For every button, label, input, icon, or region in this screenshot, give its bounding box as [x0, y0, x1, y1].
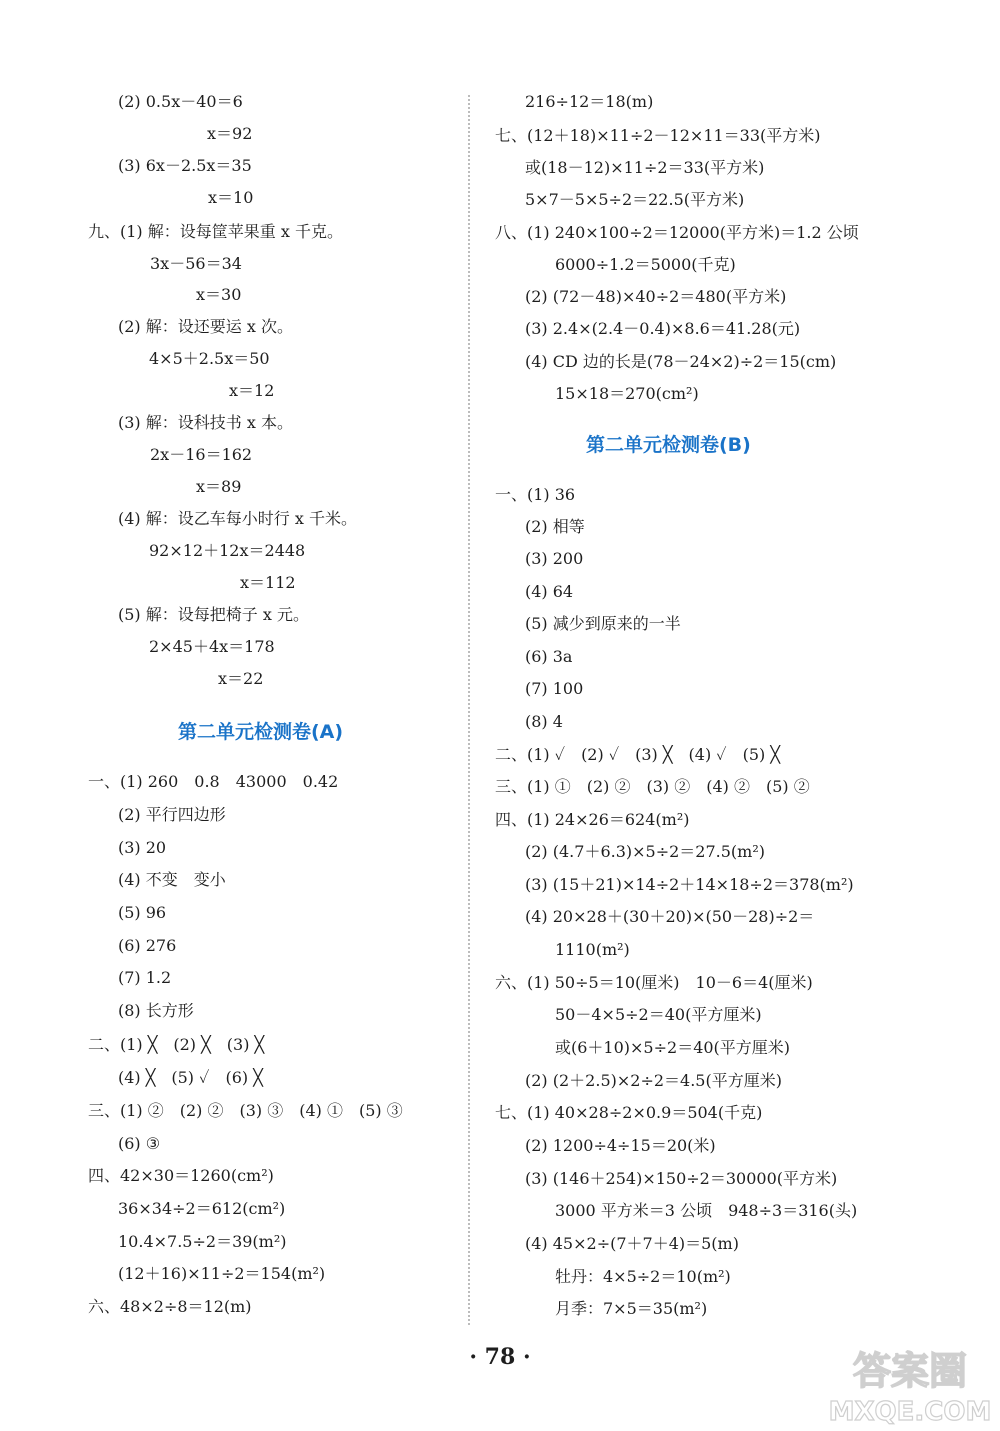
answer-line: 或(6＋10)×5÷2＝40(平方厘米): [555, 1038, 791, 1057]
answer-line: 1110(m²): [555, 940, 630, 959]
column-divider: [468, 95, 470, 1325]
answer-line: 六、48×2÷8＝12(m): [88, 1297, 252, 1316]
answer-line: (12＋16)×11÷2＝154(m²): [118, 1264, 326, 1283]
answer-line: (3) (146＋254)×150÷2＝30000(平方米): [525, 1169, 838, 1188]
answer-line: 15×18＝270(cm²): [555, 384, 699, 403]
answer-line: (2) 0.5x－40＝6: [118, 92, 243, 111]
answer-line: 或(18－12)×11÷2＝33(平方米): [525, 158, 765, 177]
answer-line: 七、(12＋18)×11÷2－12×11＝33(平方米): [495, 126, 821, 145]
answer-line: (2) 1200÷4÷15＝20(米): [525, 1136, 716, 1155]
answer-line: (4) 不变 变小: [118, 870, 226, 889]
answer-line: x＝30: [196, 285, 242, 304]
answer-line: 四、(1) 24×26＝624(m²): [495, 810, 690, 829]
answer-line: 92×12＋12x＝2448: [149, 541, 306, 560]
answer-line: 2×45＋4x＝178: [149, 637, 275, 656]
answer-line: (2) (4.7＋6.3)×5÷2＝27.5(m²): [525, 842, 765, 861]
answer-line: x＝12: [229, 381, 275, 400]
answer-line: 四、42×30＝1260(cm²): [88, 1166, 274, 1185]
watermark-logo: [825, 1340, 995, 1428]
answer-line: (5) 解：设每把椅子 x 元。: [118, 605, 309, 624]
section-title-b: 第二单元检测卷(B): [586, 434, 751, 456]
answer-line: (3) 6x－2.5x＝35: [118, 156, 252, 175]
answer-line: 六、(1) 50÷5＝10(厘米) 10－6＝4(厘米): [495, 973, 813, 992]
answer-line: (6) 3a: [525, 647, 573, 666]
answer-line: 36×34÷2＝612(cm²): [118, 1199, 286, 1218]
answer-line: (4) 64: [525, 582, 574, 601]
answer-line: (3) 2.4×(2.4－0.4)×8.6＝41.28(元): [525, 319, 801, 338]
answer-line: (4) 解：设乙车每小时行 x 千米。: [118, 509, 357, 528]
answer-line: 3000 平方米＝3 公顷 948÷3＝316(头): [555, 1201, 858, 1220]
answer-line: (2) 平行四边形: [118, 805, 226, 824]
answer-line: x＝10: [208, 188, 254, 207]
answer-line: 5×7－5×5÷2＝22.5(平方米): [525, 190, 745, 209]
answer-line: 三、(1) ② (2) ② (3) ③ (4) ① (5) ③: [88, 1101, 403, 1120]
answer-line: (2) (72－48)×40÷2＝480(平方米): [525, 287, 787, 306]
answer-line: (6) 276: [118, 936, 177, 955]
answer-line: 3x－56＝34: [150, 254, 242, 273]
answer-line: 一、(1) 260 0.8 43000 0.42: [88, 772, 339, 791]
answer-line: (7) 1.2: [118, 968, 172, 987]
section-title-a: 第二单元检测卷(A): [178, 721, 344, 743]
answer-line: 三、(1) ① (2) ② (3) ② (4) ② (5) ②: [495, 777, 810, 796]
answer-line: 一、(1) 36: [495, 485, 576, 504]
answer-line: 4×5＋2.5x＝50: [149, 349, 270, 368]
answer-line: (8) 长方形: [118, 1001, 194, 1020]
answer-line: (4) CD 边的长是(78－24×2)÷2＝15(cm): [525, 352, 837, 371]
answer-line: (2) 相等: [525, 517, 585, 536]
answer-line: (4) 45×2÷(7＋7＋4)＝5(m): [525, 1234, 739, 1253]
page-number: · 78 ·: [469, 1344, 531, 1370]
answer-line: x＝89: [196, 477, 242, 496]
answer-line: x＝22: [218, 669, 264, 688]
answer-line: (3) 20: [118, 838, 167, 857]
answer-line: (3) (15＋21)×14÷2＋14×18÷2＝378(m²): [525, 875, 854, 894]
answer-line: (3) 200: [525, 549, 584, 568]
answer-line: 牡丹：4×5÷2＝10(m²): [555, 1267, 731, 1286]
answer-line: 50－4×5÷2＝40(平方厘米): [555, 1005, 762, 1024]
answer-line: (5) 96: [118, 903, 167, 922]
answer-line: 九、(1) 解：设每筐苹果重 x 千克。: [88, 222, 343, 241]
answer-line: (8) 4: [525, 712, 563, 731]
answer-line: 八、(1) 240×100÷2＝12000(平方米)＝1.2 公顷: [495, 223, 859, 242]
answer-line: (2) 解：设还要运 x 次。: [118, 317, 293, 336]
answer-line: (3) 解：设科技书 x 本。: [118, 413, 293, 432]
answer-line: (4) 20×28＋(30＋20)×(50－28)÷2＝: [525, 907, 815, 926]
answer-line: 10.4×7.5÷2＝39(m²): [118, 1232, 287, 1251]
watermark-bottom: MXQE.COM: [828, 1397, 992, 1427]
answer-line: 216÷12＝18(m): [525, 92, 654, 111]
watermark-top: 答案圈: [852, 1349, 968, 1393]
answer-line: 2x－16＝162: [150, 445, 253, 464]
answer-line: 二、(1) ✓ (2) ✓ (3) ╳ (4) ✓ (5) ╳: [495, 745, 780, 764]
answer-line: 二、(1) ╳ (2) ╳ (3) ╳: [88, 1035, 265, 1054]
answer-line: (7) 100: [525, 679, 584, 698]
answer-line: x＝92: [207, 124, 253, 143]
answer-line: x＝112: [240, 573, 296, 592]
answer-line: (6) ③: [118, 1134, 161, 1153]
answer-line: (5) 减少到原来的一半: [525, 614, 681, 633]
answer-line: (4) ╳ (5) ✓ (6) ╳: [118, 1068, 263, 1087]
answer-line: 月季：7×5＝35(m²): [555, 1299, 708, 1318]
answer-line: (2) (2＋2.5)×2÷2＝4.5(平方厘米): [525, 1071, 782, 1090]
answer-line: 七、(1) 40×28÷2×0.9＝504(千克): [495, 1103, 763, 1122]
answer-line: 6000÷1.2＝5000(千克): [555, 255, 736, 274]
